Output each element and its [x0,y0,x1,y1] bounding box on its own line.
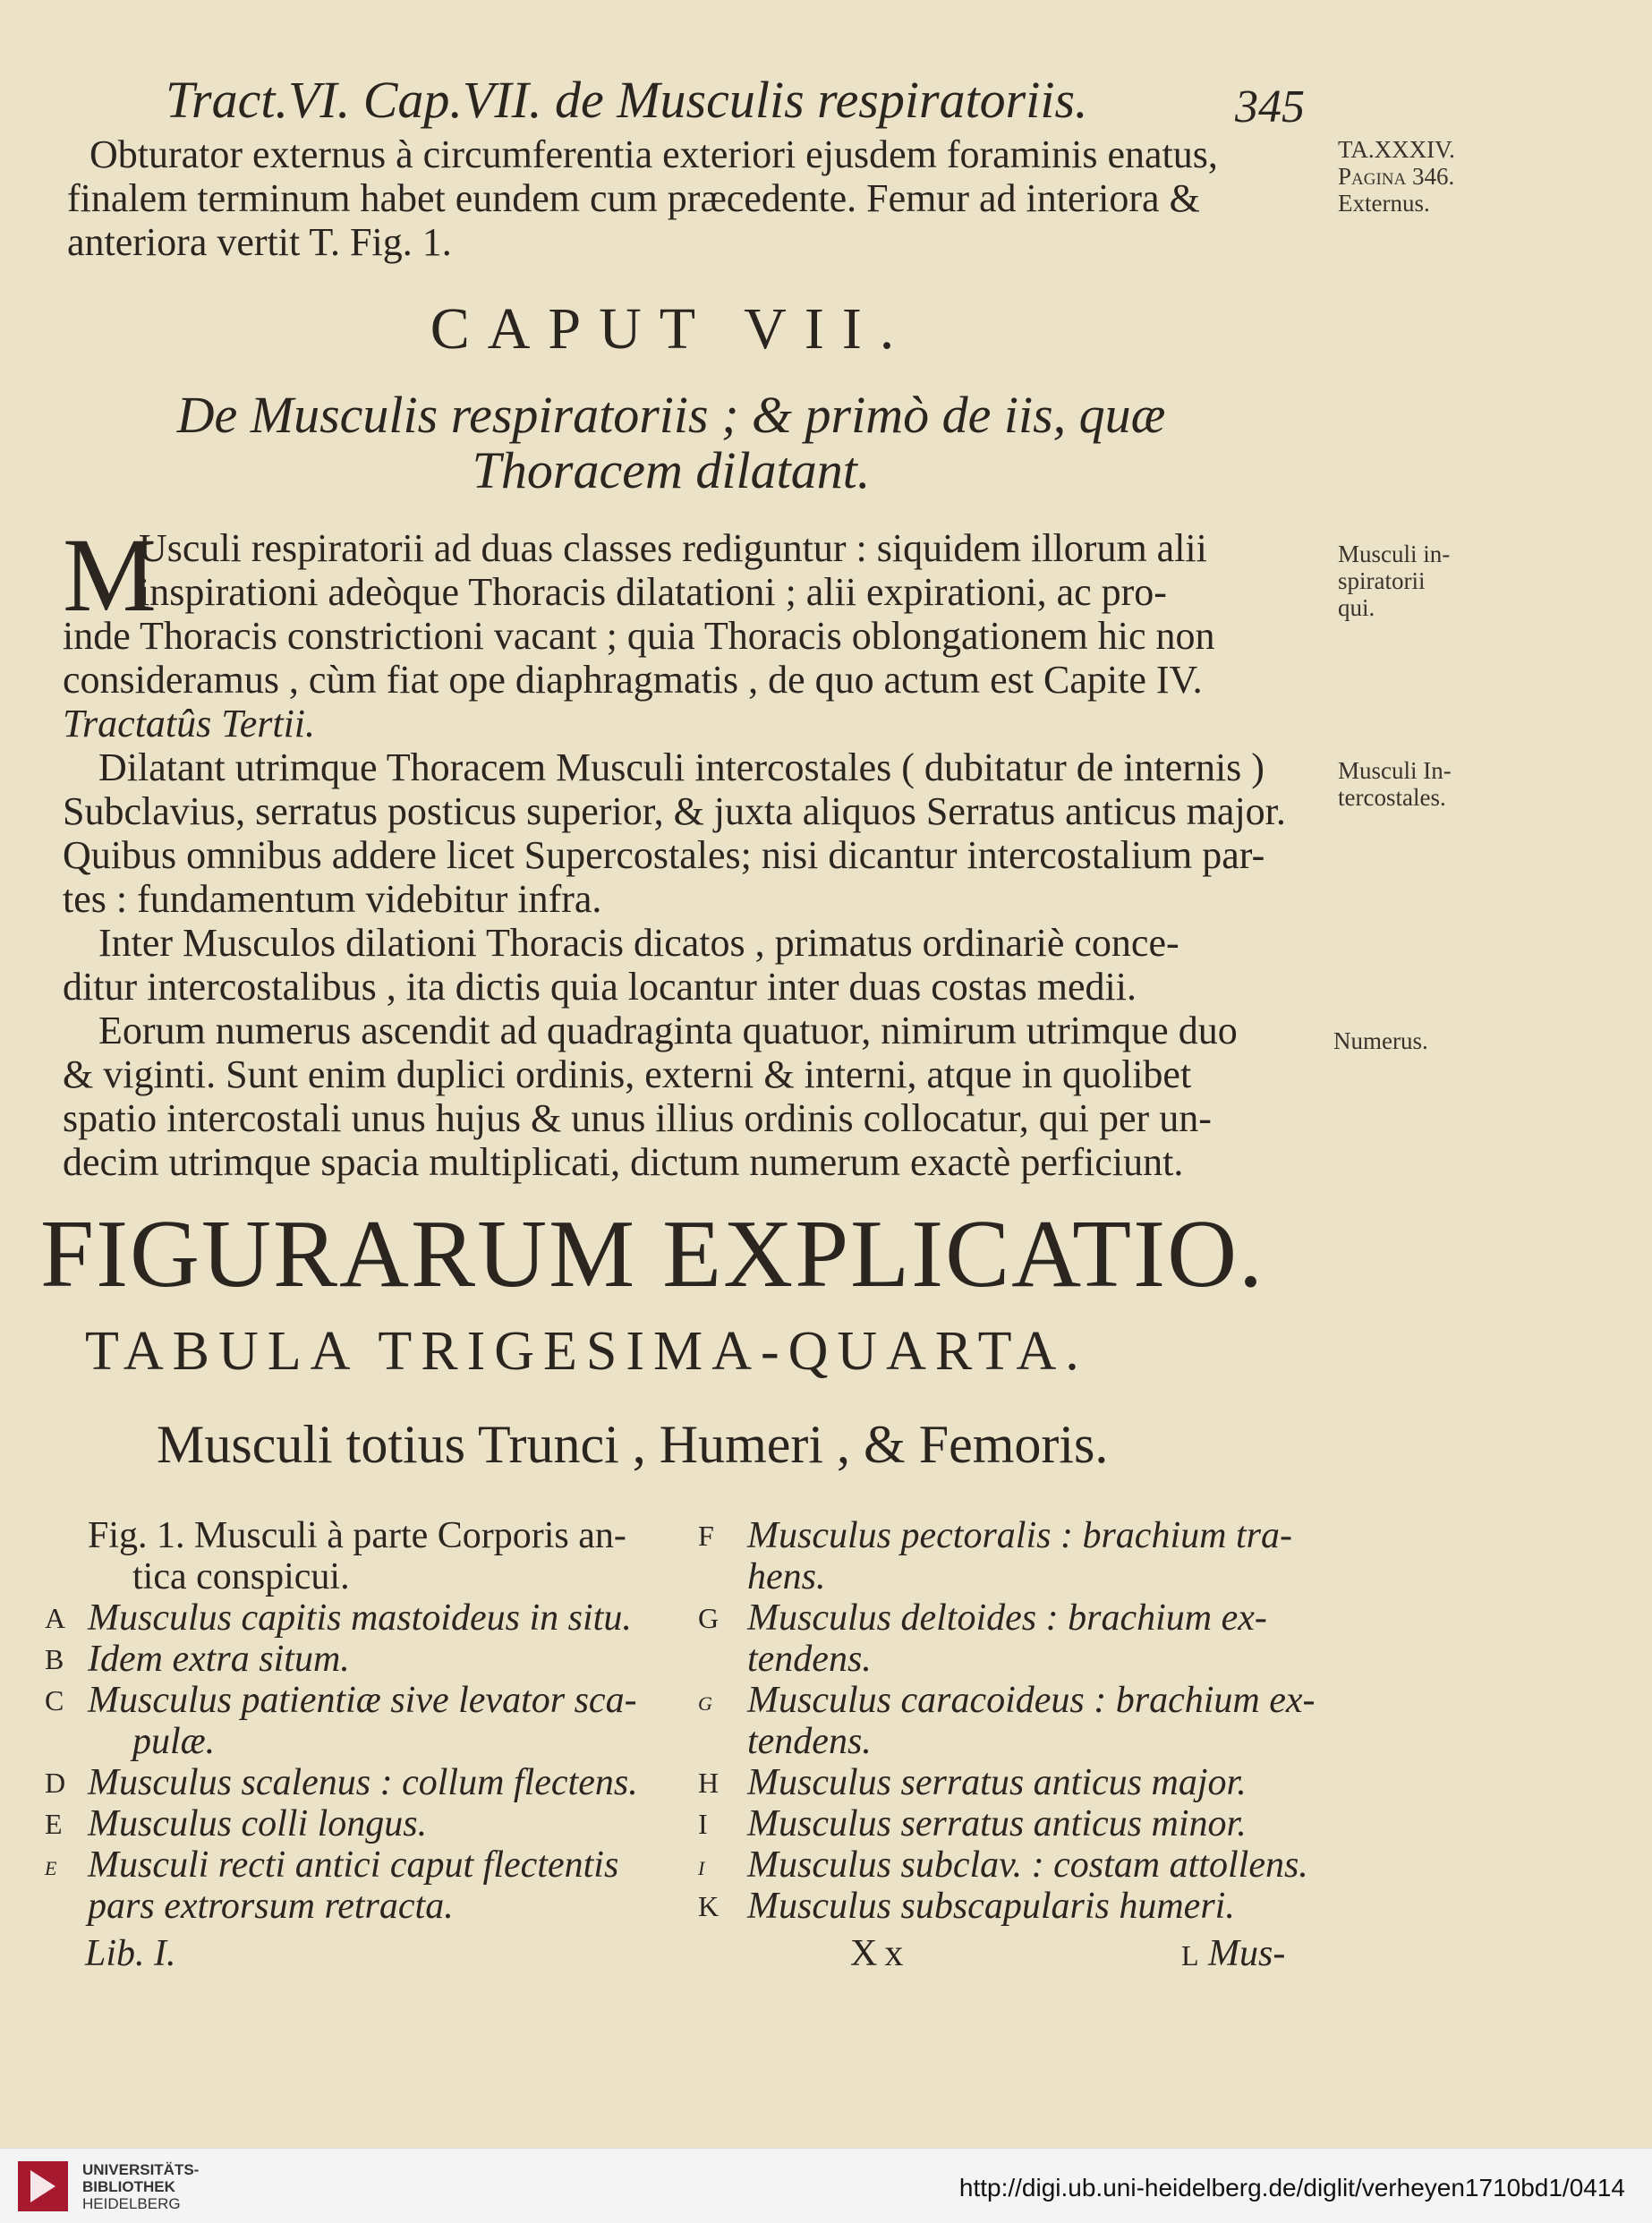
para2-line: tes : fundamentum videbitur infra. [63,877,602,921]
para1-line: Usculi respiratorii ad duas classes rediguntur : siquidem illorum alii [139,526,1207,570]
legend-right-column [698,1515,1316,1927]
legend-row [698,1597,1316,1639]
legend-label: C [45,1684,64,1716]
legend-text: Musculus caracoideus : brachium ex- [747,1680,1316,1721]
para2 [63,745,1286,921]
chapter-subtitle-line1: De Musculis respiratoriis ; & primò de iis, quæ [176,386,1166,444]
legend-text: Musculus subclav. : costam attollens. [747,1844,1308,1886]
margin-line: Musculi In- [1338,757,1452,784]
margin-note-para2 [1338,757,1452,811]
para1-line: inspirationi adeòque Thoracis dilatationi ; alii expirationi, ac pro- [139,570,1167,614]
legend-label: E [45,1808,63,1840]
para2-line: Subclavius, serratus posticus superior, & juxta aliquos Serratus anticus major. [63,789,1286,833]
legend-text: Musculus patientiæ sive levator sca- [88,1680,637,1721]
legend-text: Fig. 1. Musculi à parte Corporis an- [88,1515,626,1556]
catchword-text: Mus- [1208,1933,1286,1974]
intro-line: anteriora vertit T. Fig. 1. [67,220,452,264]
margin-line: Numerus. [1333,1027,1428,1054]
legend-row [45,1762,638,1803]
legend-row [45,1680,638,1721]
legend-text: Musculus serratus anticus major. [747,1762,1247,1803]
margin-line: Externus. [1338,190,1430,217]
legend-label: D [45,1767,66,1799]
margin-line: spiratorii [1338,567,1426,594]
legend-label: I [698,1808,708,1840]
legend-row [45,1639,638,1680]
legend-row [698,1762,1316,1803]
para4-line: decim utrimque spacia multiplicati, dictum numerum exactè perficiunt. [63,1140,1184,1184]
legend-label: H [698,1767,720,1799]
legend-row [698,1515,1316,1556]
library-name-line: BIBLIOTHEK [82,2178,175,2195]
legend-text: Musculus serratus anticus minor. [747,1803,1247,1844]
legend-row [698,1680,1316,1721]
signature-mark: Xx [850,1933,911,1974]
para1-lines-indented [139,526,1207,614]
legend-label: i [698,1849,705,1881]
library-name [82,2161,199,2212]
legend-row [45,1803,638,1844]
legend-row [45,1886,638,1927]
para1-line: Tractatûs Tertii. [63,702,316,745]
legend-row [698,1886,1316,1927]
legend-label: B [45,1643,64,1675]
explicatio-subtitle: Musculi totius Trunci , Humeri , & Femoris. [157,1415,1109,1474]
legend-label: A [45,1602,66,1634]
legend-row [698,1556,1316,1597]
legend-row [45,1556,638,1597]
para2-line: Quibus omnibus addere licet Supercostales; nisi dicantur intercostalium par- [63,833,1265,877]
legend-row [45,1515,638,1556]
legend-text: Idem extra situm. [88,1639,350,1680]
legend-text: Musculus deltoides : brachium ex- [747,1597,1267,1639]
legend-text: Musculus capitis mastoideus in situ. [88,1597,632,1639]
margin-line: TA.XXXIV. [1338,136,1455,163]
legend-text: Musculus colli longus. [88,1803,428,1844]
legend-text: tica conspicui. [132,1556,350,1597]
legend-row [698,1844,1316,1886]
para4 [63,1009,1238,1184]
legend-text: Musculus pectoralis : brachium tra- [747,1515,1292,1556]
library-name-line: HEIDELBERG [82,2195,181,2212]
legend-text: tendens. [747,1639,872,1680]
legend-row [45,1721,638,1762]
legend-text: Musculi recti antici caput flectentis [88,1844,619,1886]
legend-text: pulæ. [132,1721,216,1762]
margin-line: tercostales. [1338,784,1446,811]
legend-row [45,1597,638,1639]
intro-line: Obturator externus à circumferentia exteriori ejusdem foraminis enatus, [89,132,1218,176]
legend-left-column [45,1515,638,1927]
legend-text: hens. [747,1556,826,1597]
para4-line: & viginti. Sunt enim duplici ordinis, externi & interni, atque in quolibet [63,1052,1192,1096]
margin-line: Musculi in- [1338,541,1451,567]
legend-text: pars extrorsum retracta. [88,1886,454,1927]
library-footer [0,2148,1652,2223]
catchword-label: L [1181,1939,1199,1972]
margin-note-intro [1338,136,1455,217]
running-title: Tract.VI. Cap.VII. de Musculis respiratoriis. [166,71,1088,129]
tabula-heading: TABULA TRIGESIMA-QUARTA. [85,1321,1088,1382]
explicatio-title: FIGURARUM EXPLICATIO. [40,1201,1265,1307]
permalink-url[interactable]: http://digi.ub.uni-heidelberg.de/diglit/verheyen1710bd1/0414 [958,2174,1625,2202]
legend-label: K [698,1890,720,1922]
para1-line: consideramus , cùm fiat ope diaphragmatis , de quo actum est Capite IV. [63,658,1203,702]
para4-line: spatio intercostali unus hujus & unus illius ordinis collocatur, qui per un- [63,1096,1212,1140]
legend-row [698,1721,1316,1762]
para1-line: inde Thoracis constrictioni vacant ; quia Thoracis oblongationem hic non [63,614,1215,658]
para3-line: ditur intercostalibus , ita dictis quia locantur inter duas costas medii. [63,965,1137,1009]
para4-line: Eorum numerus ascendit ad quadraginta quatuor, nimirum utrimque duo [98,1009,1238,1052]
legend-label: F [698,1520,714,1552]
legend-text: Musculus subscapularis humeri. [747,1886,1235,1927]
margin-line: Pagina 346. [1338,163,1455,190]
catchword [1181,1933,1285,1976]
legend-label: G [698,1602,720,1634]
library-name-line: UNIVERSITÄTS- [82,2161,200,2178]
para3 [63,921,1179,1009]
legend-row [698,1639,1316,1680]
margin-note-para1 [1338,541,1450,621]
legend-label: g [698,1684,712,1716]
legend-label: e [45,1849,57,1881]
chapter-heading: CAPUT VII. [430,296,913,362]
legend-row [45,1844,638,1886]
para2-line: Dilatant utrimque Thoracem Musculi intercostales ( dubitatur de internis ) [98,745,1265,789]
intro-line: finalem terminum habet eundem cum præcedente. Femur ad interiora & [67,176,1200,220]
legend-row [698,1803,1316,1844]
legend-text: Musculus scalenus : collum flectens. [88,1762,638,1803]
drop-cap: M [63,516,157,634]
book-number: Lib. I. [85,1933,176,1974]
para1-lines [63,614,1215,745]
legend-text: tendens. [747,1721,872,1762]
para3-line: Inter Musculos dilationi Thoracis dicatos , primatus ordinariè conce- [98,921,1179,965]
chapter-subtitle-line2: Thoracem dilatant. [472,441,871,499]
library-logo-icon [18,2161,68,2211]
margin-note-para4 [1333,1027,1428,1054]
intro-paragraph [67,132,1218,264]
page-number: 345 [1235,81,1305,132]
margin-line: qui. [1338,594,1375,621]
